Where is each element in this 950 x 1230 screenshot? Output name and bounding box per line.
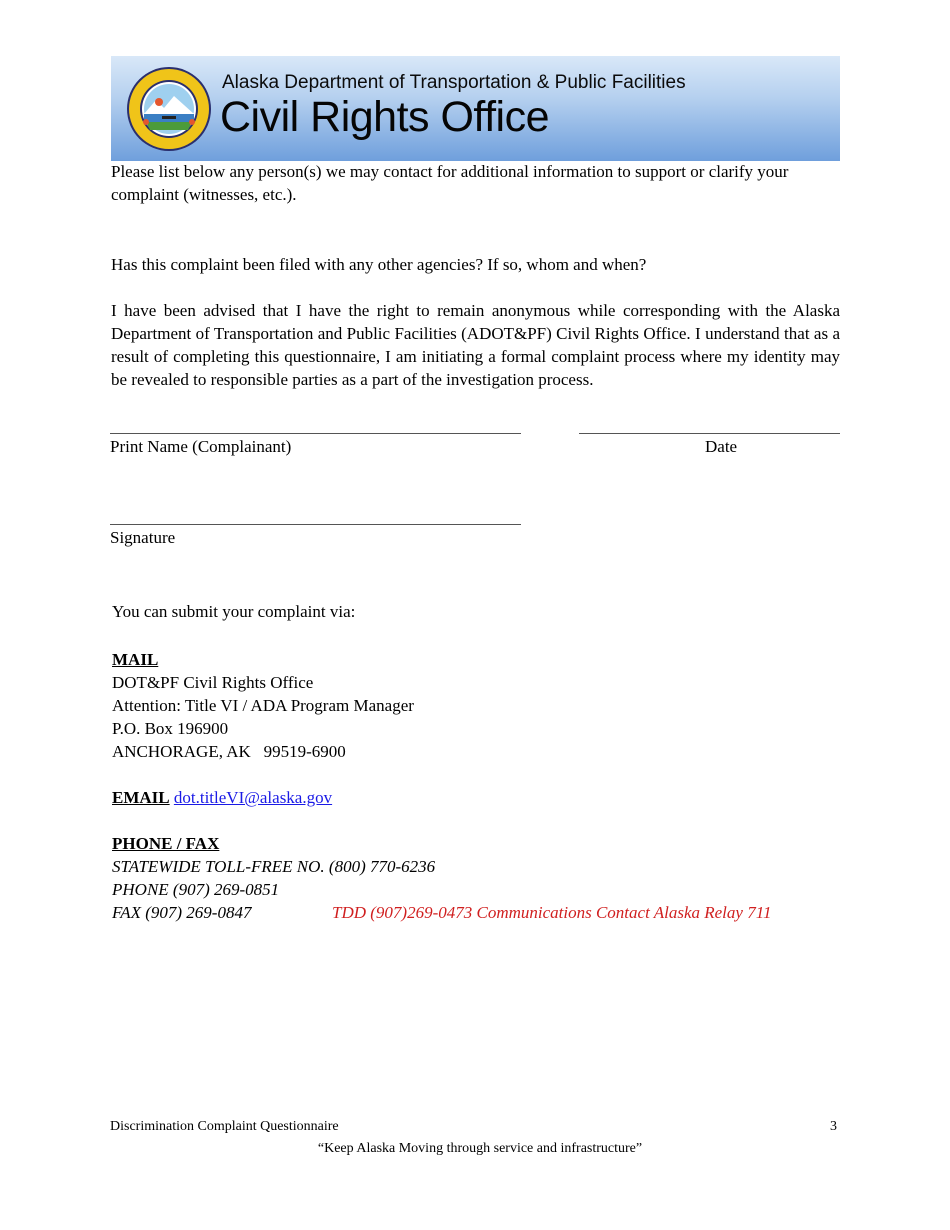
mail-line: DOT&PF Civil Rights Office <box>112 673 314 692</box>
signature-label: Signature <box>110 528 176 547</box>
submit-intro: You can submit your complaint via: <box>112 602 356 621</box>
fax-number: FAX (907) 269-0847 <box>112 903 252 922</box>
mail-heading: MAIL <box>112 650 159 669</box>
mail-line: P.O. Box 196900 <box>112 719 229 738</box>
state-seal-icon <box>126 66 212 152</box>
email-link[interactable]: dot.titleVI@alaska.gov <box>173 788 333 807</box>
date-label: Date <box>705 437 738 456</box>
contacts-prompt: Please list below any person(s) we may contact for additional information to support or clarify your complaint (witnesses, etc.). <box>111 162 789 204</box>
mail-line: ANCHORAGE, AK 99519-6900 <box>112 742 346 761</box>
tdd-contact: TDD (907)269-0473 Communications Contact Alaska Relay 711 <box>332 903 772 922</box>
toll-free-number: STATEWIDE TOLL-FREE NO. (800) 770-6236 <box>112 857 436 876</box>
signature-line[interactable] <box>110 524 521 525</box>
footer-motto: “Keep Alaska Moving through service and infrastructure” <box>317 1141 643 1156</box>
mail-line: Attention: Title VI / ADA Program Manager <box>112 696 414 715</box>
phone-fax-heading: PHONE / FAX <box>112 834 220 853</box>
print-name-line[interactable] <box>110 433 521 434</box>
print-name-label: Print Name (Complainant) <box>110 437 292 456</box>
header-banner <box>111 56 840 161</box>
agency-name: Alaska Department of Transportation & Public Facilities <box>222 72 686 93</box>
office-title: Civil Rights Office <box>220 93 550 141</box>
phone-number: PHONE (907) 269-0851 <box>112 880 280 899</box>
anonymity-statement: I have been advised that I have the right to remain anonymous while corresponding with the Alaska Department of Transportation and Public Facilities (ADOT&PF) Civil Rights Office. I understand that as a result of completing this questionnaire, I am initiating a formal complaint process where my identity may be revealed to responsible parties as a part of the investigation process. <box>111 301 840 389</box>
email-heading: EMAIL <box>112 788 170 807</box>
date-line[interactable] <box>579 433 840 434</box>
email-row <box>112 786 332 809</box>
other-agencies-prompt: Has this complaint been filed with any other agencies? If so, whom and when? <box>111 255 647 274</box>
page-number: 3 <box>830 1119 837 1134</box>
footer-document-title: Discrimination Complaint Questionnaire <box>110 1119 339 1134</box>
